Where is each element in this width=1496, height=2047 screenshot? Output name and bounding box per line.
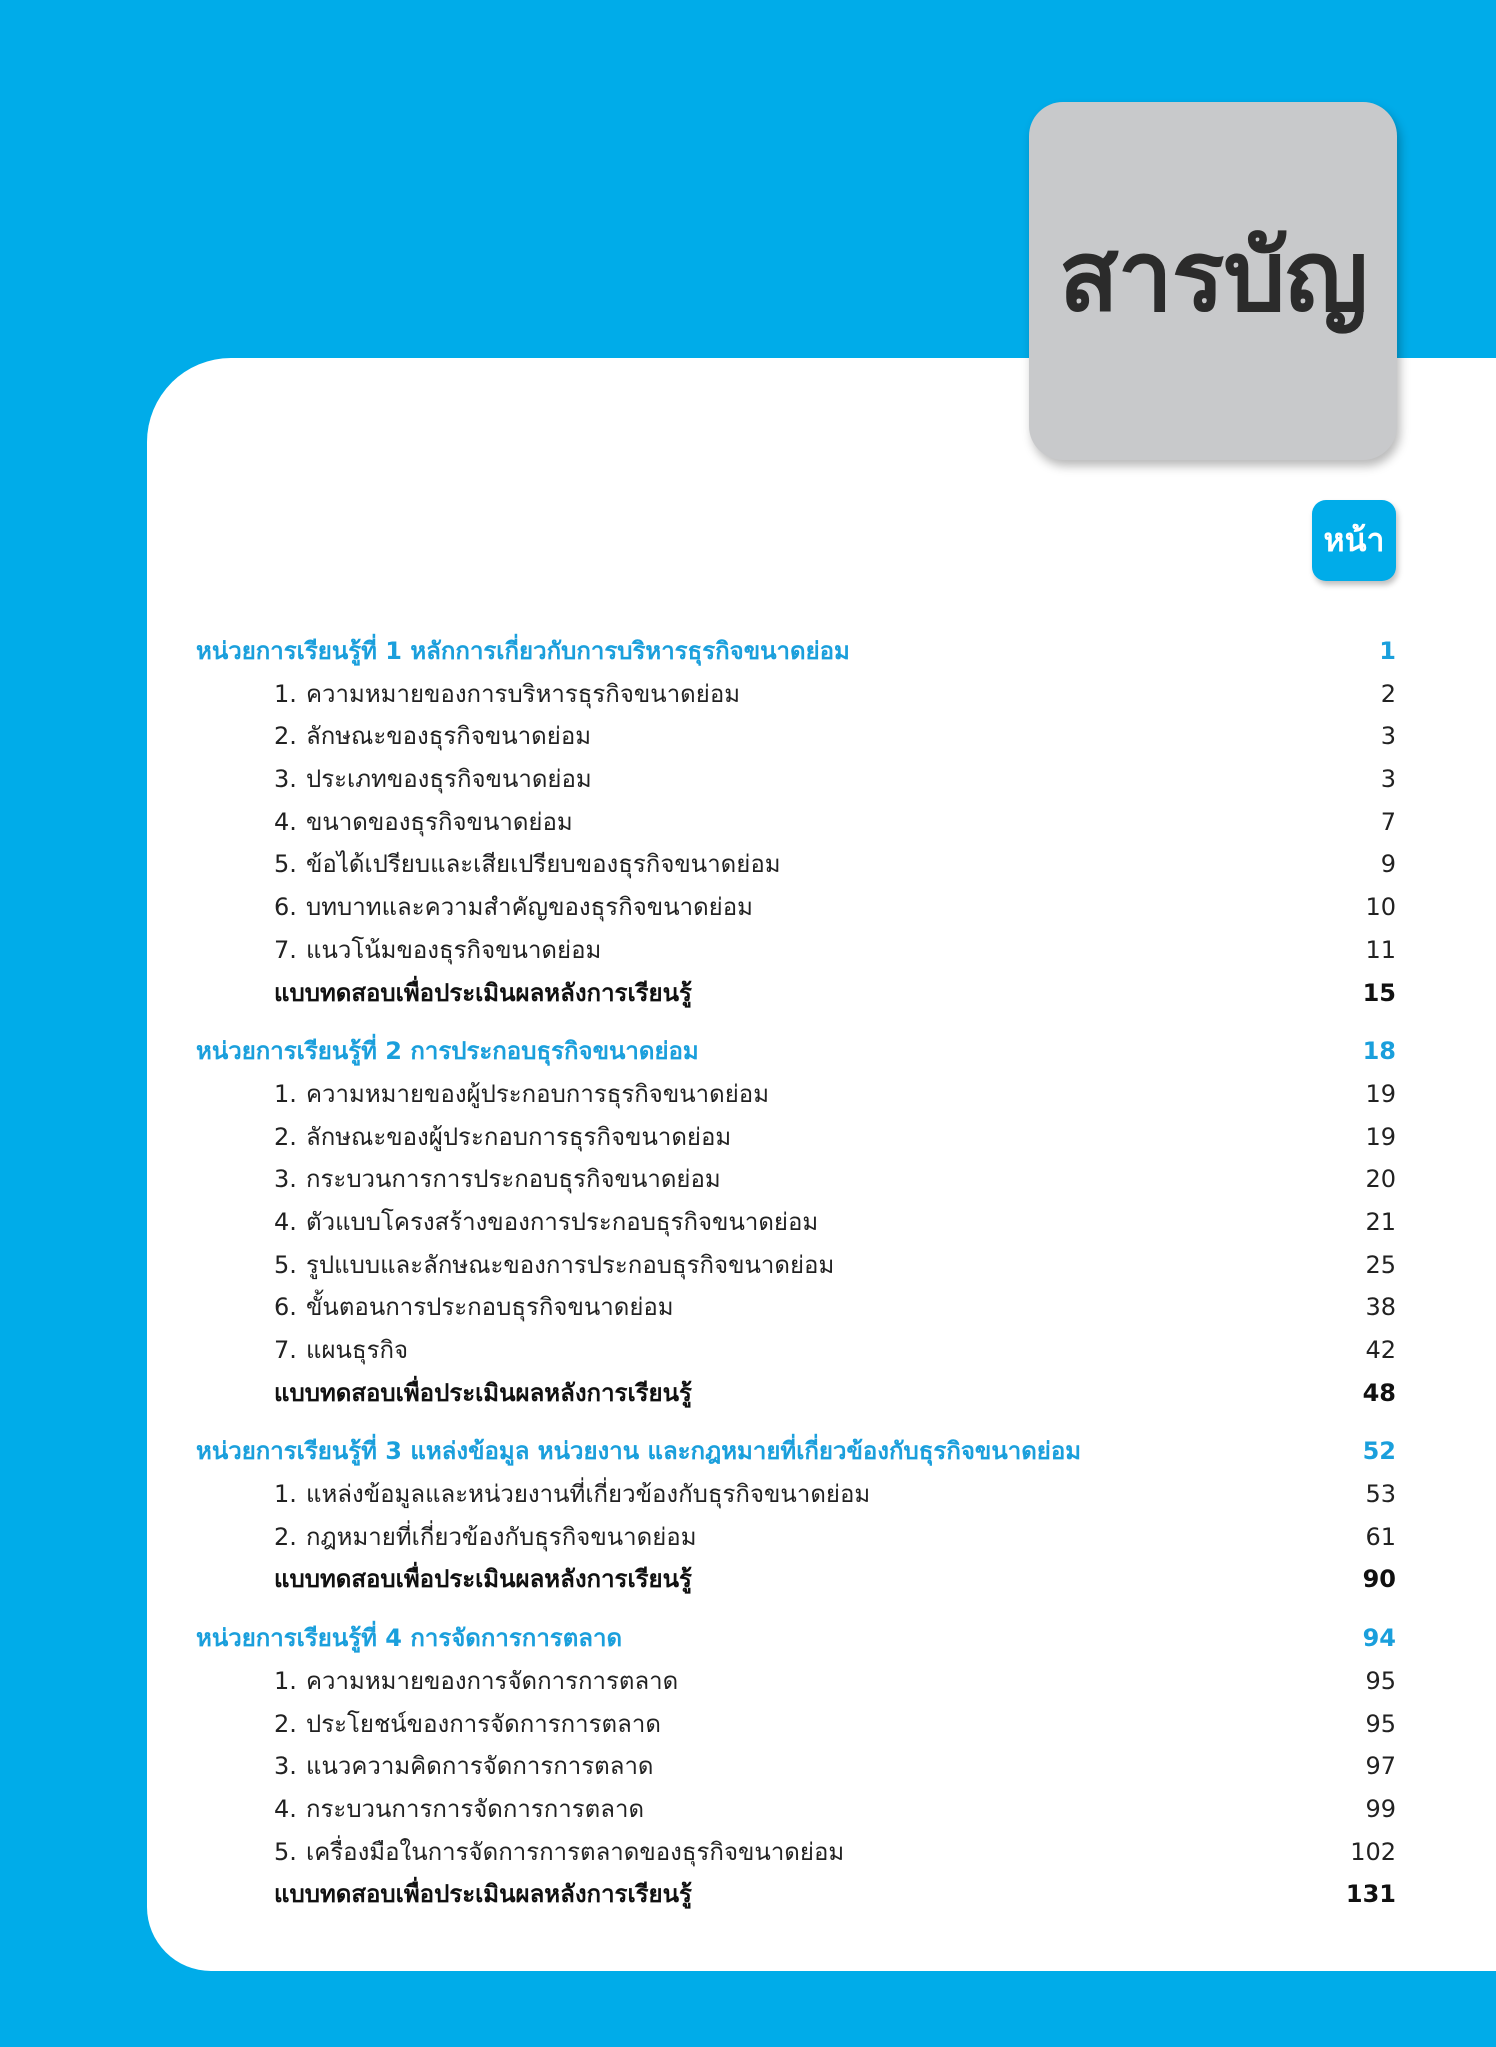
toc-item[interactable] <box>196 843 1396 886</box>
item-title: แนวความคิดการจัดการการตลาด <box>306 1752 654 1781</box>
toc-unit <box>196 1430 1396 1601</box>
toc-unit <box>196 1617 1396 1916</box>
item-number: 6. <box>274 1293 297 1322</box>
toc-item[interactable] <box>196 1703 1396 1746</box>
toc-item[interactable] <box>196 1073 1396 1116</box>
item-title: ขนาดของธุรกิจขนาดย่อม <box>306 807 573 836</box>
item-page: 102 <box>1350 1837 1396 1866</box>
item-page: 3 <box>1380 765 1396 794</box>
item-page: 19 <box>1365 1122 1396 1151</box>
item-number: 7. <box>274 935 297 964</box>
unit-heading-title: หน่วยการเรียนรู้ที่ 2 การประกอบธุรกิจขนาดย่อม <box>196 1037 699 1066</box>
item-title: ประเภทของธุรกิจขนาดย่อม <box>306 765 592 794</box>
title-card <box>1029 102 1397 460</box>
item-title: แหล่งข้อมูลและหน่วยงานที่เกี่ยวข้องกับธุรกิจขนาดย่อม <box>306 1480 871 1509</box>
toc-unit-heading[interactable] <box>196 630 1396 673</box>
item-number: 1. <box>274 679 297 708</box>
item-title: แนวโน้มของธุรกิจขนาดย่อม <box>306 935 602 964</box>
item-page: 11 <box>1365 935 1396 964</box>
item-page: 61 <box>1365 1522 1396 1551</box>
toc-item[interactable] <box>196 1660 1396 1703</box>
item-page: 95 <box>1365 1666 1396 1695</box>
toc-unit-heading[interactable] <box>196 1430 1396 1473</box>
item-title: ความหมายของผู้ประกอบการธุรกิจขนาดย่อม <box>306 1079 770 1108</box>
item-number: 7. <box>274 1336 297 1364</box>
toc-item[interactable] <box>196 1745 1396 1788</box>
unit-heading-title: หน่วยการเรียนรู้ที่ 4 การจัดการการตลาด <box>196 1624 623 1653</box>
item-number: 5. <box>274 1250 297 1279</box>
item-page: 19 <box>1365 1079 1396 1108</box>
toc-item[interactable] <box>196 1788 1396 1831</box>
unit-heading-page: 1 <box>1379 637 1396 665</box>
item-page: 21 <box>1365 1207 1396 1236</box>
item-number: 6. <box>274 893 297 922</box>
item-title: กระบวนการการจัดการการตลาด <box>306 1794 645 1823</box>
test-title: แบบทดสอบเพื่อประเมินผลหลังการเรียนรู้ <box>274 978 692 1007</box>
item-title: ลักษณะของผู้ประกอบการธุรกิจขนาดย่อม <box>306 1122 732 1151</box>
test-page: 131 <box>1345 1880 1396 1909</box>
toc-item[interactable] <box>196 886 1396 929</box>
toc-item[interactable] <box>196 801 1396 844</box>
toc-unit <box>196 1030 1396 1414</box>
item-number: 3. <box>274 1752 297 1781</box>
toc-item[interactable] <box>196 1158 1396 1201</box>
item-number: 3. <box>274 1165 297 1194</box>
item-number: 2. <box>274 1709 297 1738</box>
unit-heading-page: 94 <box>1362 1624 1396 1653</box>
toc-item[interactable] <box>196 1244 1396 1287</box>
toc-item[interactable] <box>196 1831 1396 1874</box>
item-page: 3 <box>1380 722 1396 751</box>
toc-test-item[interactable] <box>196 1558 1396 1601</box>
item-title: ความหมายของการจัดการการตลาด <box>306 1666 679 1695</box>
item-number: 5. <box>274 1837 297 1866</box>
item-number: 4. <box>274 807 297 836</box>
toc-test-item[interactable] <box>196 1372 1396 1415</box>
item-title: กฎหมายที่เกี่ยวข้องกับธุรกิจขนาดย่อม <box>306 1522 697 1551</box>
item-title: แผนธุรกิจ <box>306 1336 409 1364</box>
unit-heading-page: 52 <box>1362 1437 1396 1466</box>
item-page: 9 <box>1380 850 1396 879</box>
item-number: 2. <box>274 722 297 751</box>
toc-item[interactable] <box>196 929 1396 972</box>
item-title: กระบวนการการประกอบธุรกิจขนาดย่อม <box>306 1165 721 1194</box>
item-page: 97 <box>1365 1752 1396 1781</box>
item-page: 95 <box>1365 1709 1396 1738</box>
item-number: 1. <box>274 1079 297 1108</box>
item-page: 42 <box>1365 1336 1396 1364</box>
test-page: 90 <box>1362 1565 1396 1594</box>
item-title: ขั้นตอนการประกอบธุรกิจขนาดย่อม <box>306 1293 674 1322</box>
toc-item[interactable] <box>196 715 1396 758</box>
item-title: บทบาทและความสำคัญของธุรกิจขนาดย่อม <box>306 893 753 922</box>
item-page: 10 <box>1365 893 1396 922</box>
test-title: แบบทดสอบเพื่อประเมินผลหลังการเรียนรู้ <box>274 1880 692 1909</box>
item-page: 99 <box>1365 1794 1396 1823</box>
item-page: 20 <box>1365 1165 1396 1194</box>
item-number: 1. <box>274 1480 297 1509</box>
item-page: 2 <box>1380 679 1396 708</box>
item-title: ลักษณะของธุรกิจขนาดย่อม <box>306 722 592 751</box>
test-page: 48 <box>1362 1378 1396 1407</box>
unit-heading-title: หน่วยการเรียนรู้ที่ 1 หลักการเกี่ยวกับการบริหารธุรกิจขนาดย่อม <box>196 637 850 665</box>
test-page: 15 <box>1362 978 1396 1007</box>
toc-test-item[interactable] <box>196 972 1396 1015</box>
table-of-contents <box>196 630 1396 1932</box>
item-page: 25 <box>1365 1250 1396 1279</box>
toc-item[interactable] <box>196 673 1396 716</box>
item-page: 7 <box>1380 807 1396 836</box>
item-title: ตัวแบบโครงสร้างของการประกอบธุรกิจขนาดย่อม <box>306 1207 819 1236</box>
toc-unit <box>196 630 1396 1014</box>
toc-item[interactable] <box>196 1329 1396 1372</box>
toc-item[interactable] <box>196 1473 1396 1516</box>
toc-item[interactable] <box>196 758 1396 801</box>
unit-heading-page: 18 <box>1362 1037 1396 1066</box>
item-number: 5. <box>274 850 297 879</box>
toc-item[interactable] <box>196 1201 1396 1244</box>
item-number: 2. <box>274 1522 297 1551</box>
toc-test-item[interactable] <box>196 1873 1396 1916</box>
item-number: 1. <box>274 1666 297 1695</box>
test-title: แบบทดสอบเพื่อประเมินผลหลังการเรียนรู้ <box>274 1565 692 1594</box>
item-number: 4. <box>274 1794 297 1823</box>
item-title: ข้อได้เปรียบและเสียเปรียบของธุรกิจขนาดย่อม <box>306 850 781 879</box>
item-title: ประโยชน์ของการจัดการการตลาด <box>306 1709 661 1738</box>
item-title: ความหมายของการบริหารธุรกิจขนาดย่อม <box>306 679 741 708</box>
toc-unit-heading[interactable] <box>196 1617 1396 1660</box>
unit-heading-title: หน่วยการเรียนรู้ที่ 3 แหล่งข้อมูล หน่วยงาน และกฎหมายที่เกี่ยวข้องกับธุรกิจขนาดย่อม <box>196 1437 1082 1466</box>
item-title: เครื่องมือในการจัดการการตลาดของธุรกิจขนาดย่อม <box>306 1837 845 1866</box>
page-title: สารบัญ <box>1058 220 1368 334</box>
item-title: รูปแบบและลักษณะของการประกอบธุรกิจขนาดย่อม <box>306 1250 835 1279</box>
item-number: 3. <box>274 765 297 794</box>
item-page: 38 <box>1365 1293 1396 1322</box>
test-title: แบบทดสอบเพื่อประเมินผลหลังการเรียนรู้ <box>274 1378 692 1407</box>
item-number: 2. <box>274 1122 297 1151</box>
toc-item[interactable] <box>196 1116 1396 1159</box>
item-number: 4. <box>274 1207 297 1236</box>
item-page: 53 <box>1365 1480 1396 1509</box>
toc-unit-heading[interactable] <box>196 1030 1396 1073</box>
toc-item[interactable] <box>196 1516 1396 1559</box>
page-column-label: หน้า <box>1312 500 1396 581</box>
toc-item[interactable] <box>196 1286 1396 1329</box>
